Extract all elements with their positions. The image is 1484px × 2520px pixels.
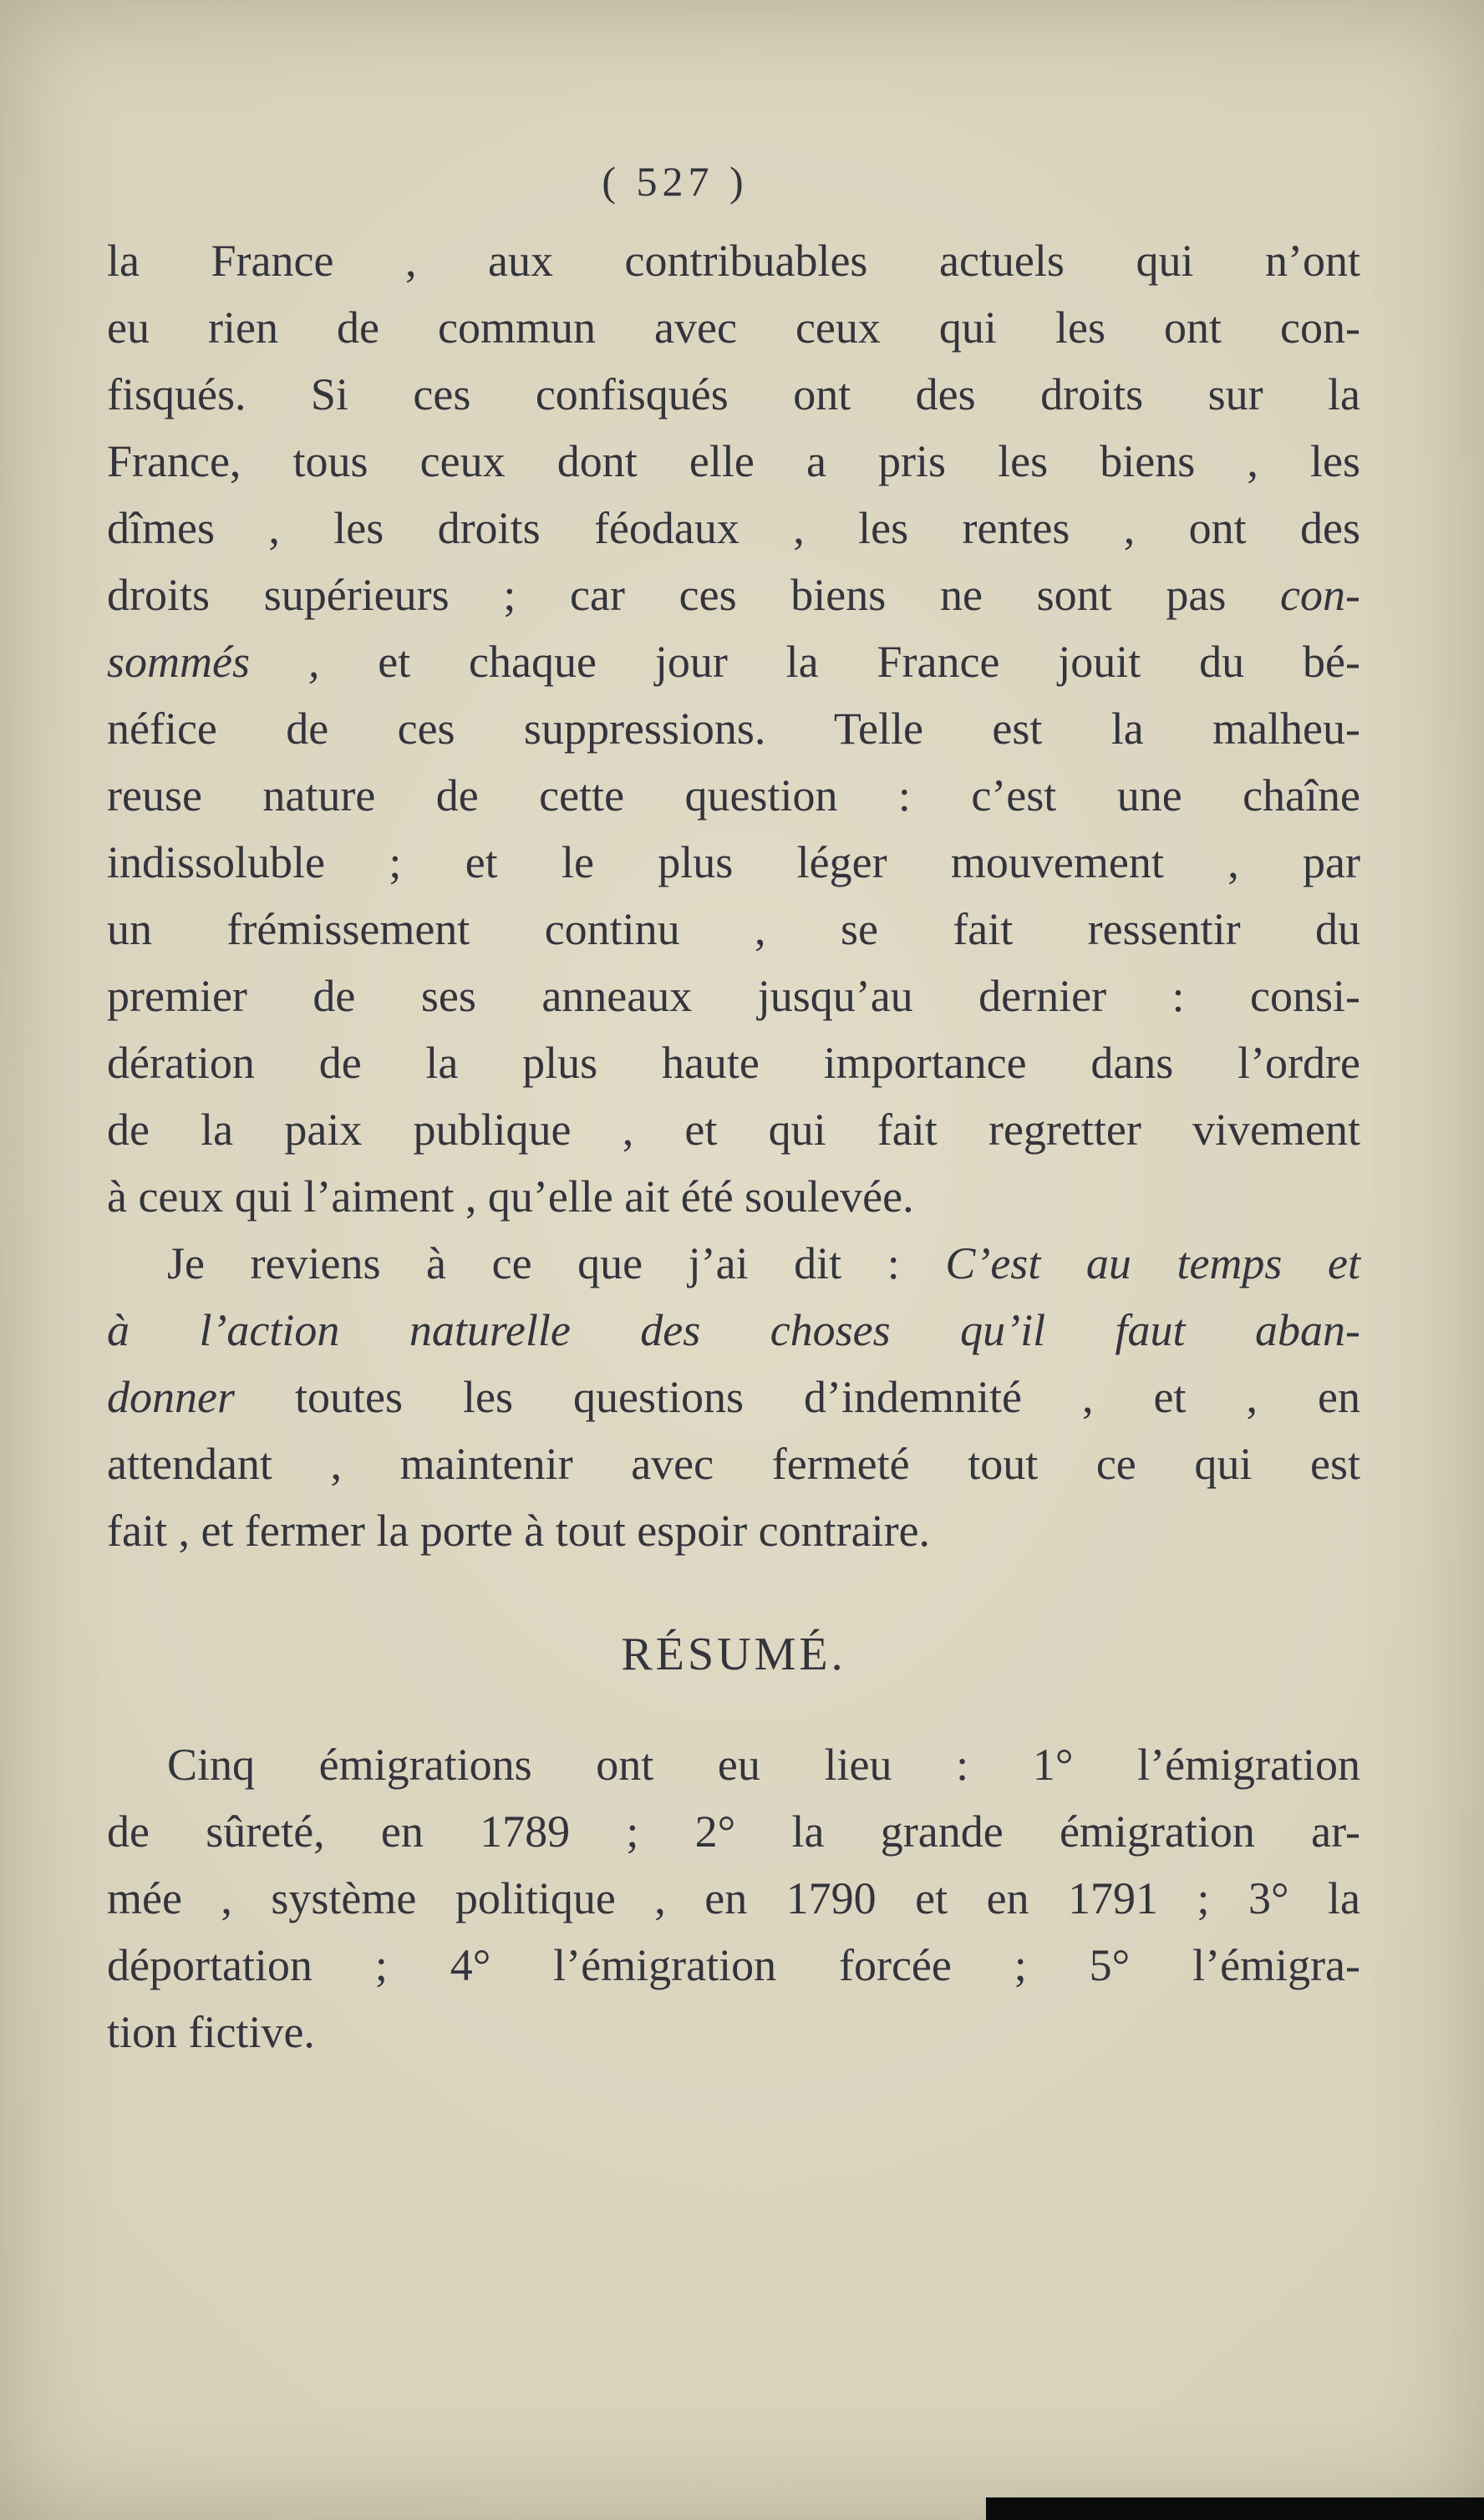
text-run: Je reviens à ce que j’ai dit : xyxy=(167,1238,946,1288)
text-line xyxy=(107,428,1360,495)
italic-run: C’est au temps et xyxy=(945,1238,1360,1288)
text-line xyxy=(107,294,1360,361)
text-run: néfice de ces suppressions. Telle est la malheu- xyxy=(107,704,1360,754)
text-run: un frémissement continu , se fait ressentir du xyxy=(107,904,1360,954)
text-line xyxy=(107,1932,1360,1999)
text-run: indissoluble ; et le plus léger mouvement , par xyxy=(107,837,1360,887)
text-run: déportation ; 4° l’émigration forcée ; 5° l’émigra- xyxy=(107,1940,1360,1990)
text-line xyxy=(107,1798,1360,1865)
text-line xyxy=(107,628,1360,695)
text-line xyxy=(107,1430,1360,1497)
text-run: et chaque jour la France jouit du bé- xyxy=(319,637,1360,687)
text-line xyxy=(107,1096,1360,1163)
scan-artifact-bar xyxy=(986,2497,1484,2520)
text-run: mée , système politique , en 1790 et en 1791 ; 3° la xyxy=(107,1873,1360,1923)
text-line xyxy=(107,963,1360,1029)
text-run: de sûreté, en 1789 ; 2° la grande émigration ar- xyxy=(107,1806,1360,1857)
text-run: de la paix publique , et qui fait regretter vivement xyxy=(107,1105,1360,1155)
paragraph xyxy=(107,1230,1360,1564)
text-line xyxy=(107,361,1360,428)
text-run: dération de la plus haute importance dans l’ordre xyxy=(107,1038,1360,1088)
text-run: droits supérieurs ; car ces biens ne sont pas xyxy=(107,570,1281,620)
text-line xyxy=(107,1731,1360,1798)
text-run: toutes les questions d’indemnité , et , en xyxy=(234,1372,1360,1422)
text-run: reuse nature de cette question : c’est une chaîne xyxy=(107,770,1360,821)
text-line xyxy=(107,1364,1360,1430)
body-text xyxy=(107,227,1360,2065)
text-line xyxy=(107,1999,1360,2065)
text-line xyxy=(107,1163,1360,1230)
text-line xyxy=(107,561,1360,628)
text-line xyxy=(107,1230,1360,1297)
text-line xyxy=(107,495,1360,561)
text-run: Cinq émigrations ont eu lieu : 1° l’émigration xyxy=(167,1740,1360,1790)
italic-run: con- xyxy=(1280,570,1360,620)
text-run: à ceux qui l’aiment , qu’elle ait été soulevée. xyxy=(107,1171,914,1222)
text-line xyxy=(107,227,1360,294)
text-run: tion fictive. xyxy=(107,2007,315,2057)
text-line xyxy=(107,896,1360,963)
italic-run: à l’action naturelle des choses qu’il faut aban- xyxy=(107,1305,1360,1355)
text-run: premier de ses anneaux jusqu’au dernier : consi- xyxy=(107,971,1360,1021)
text-line xyxy=(107,695,1360,762)
paragraph xyxy=(107,227,1360,1230)
text-run: la France , aux contribuables actuels qui n’ont xyxy=(107,236,1360,286)
paragraph xyxy=(107,1731,1360,2065)
page-number: ( 527 ) xyxy=(602,158,749,205)
text-line xyxy=(107,1497,1360,1564)
text-run: France, tous ceux dont elle a pris les biens , les xyxy=(107,436,1360,486)
text-line xyxy=(107,1865,1360,1932)
text-line xyxy=(107,1297,1360,1364)
italic-run: sommés , xyxy=(107,637,320,687)
text-line xyxy=(107,829,1360,896)
text-run: fisqués. Si ces confisqués ont des droits sur la xyxy=(107,369,1360,419)
italic-run: donner xyxy=(107,1372,235,1422)
text-run: fait , et fermer la porte à tout espoir contraire. xyxy=(107,1506,931,1556)
text-line xyxy=(107,1029,1360,1096)
text-run: attendant , maintenir avec fermeté tout ce qui est xyxy=(107,1439,1360,1489)
text-run: eu rien de commun avec ceux qui les ont con- xyxy=(107,302,1360,353)
resume-heading: RÉSUMÉ. xyxy=(621,1628,846,1680)
text-line xyxy=(107,762,1360,829)
text-run: dîmes , les droits féodaux , les rentes , ont des xyxy=(107,503,1360,553)
